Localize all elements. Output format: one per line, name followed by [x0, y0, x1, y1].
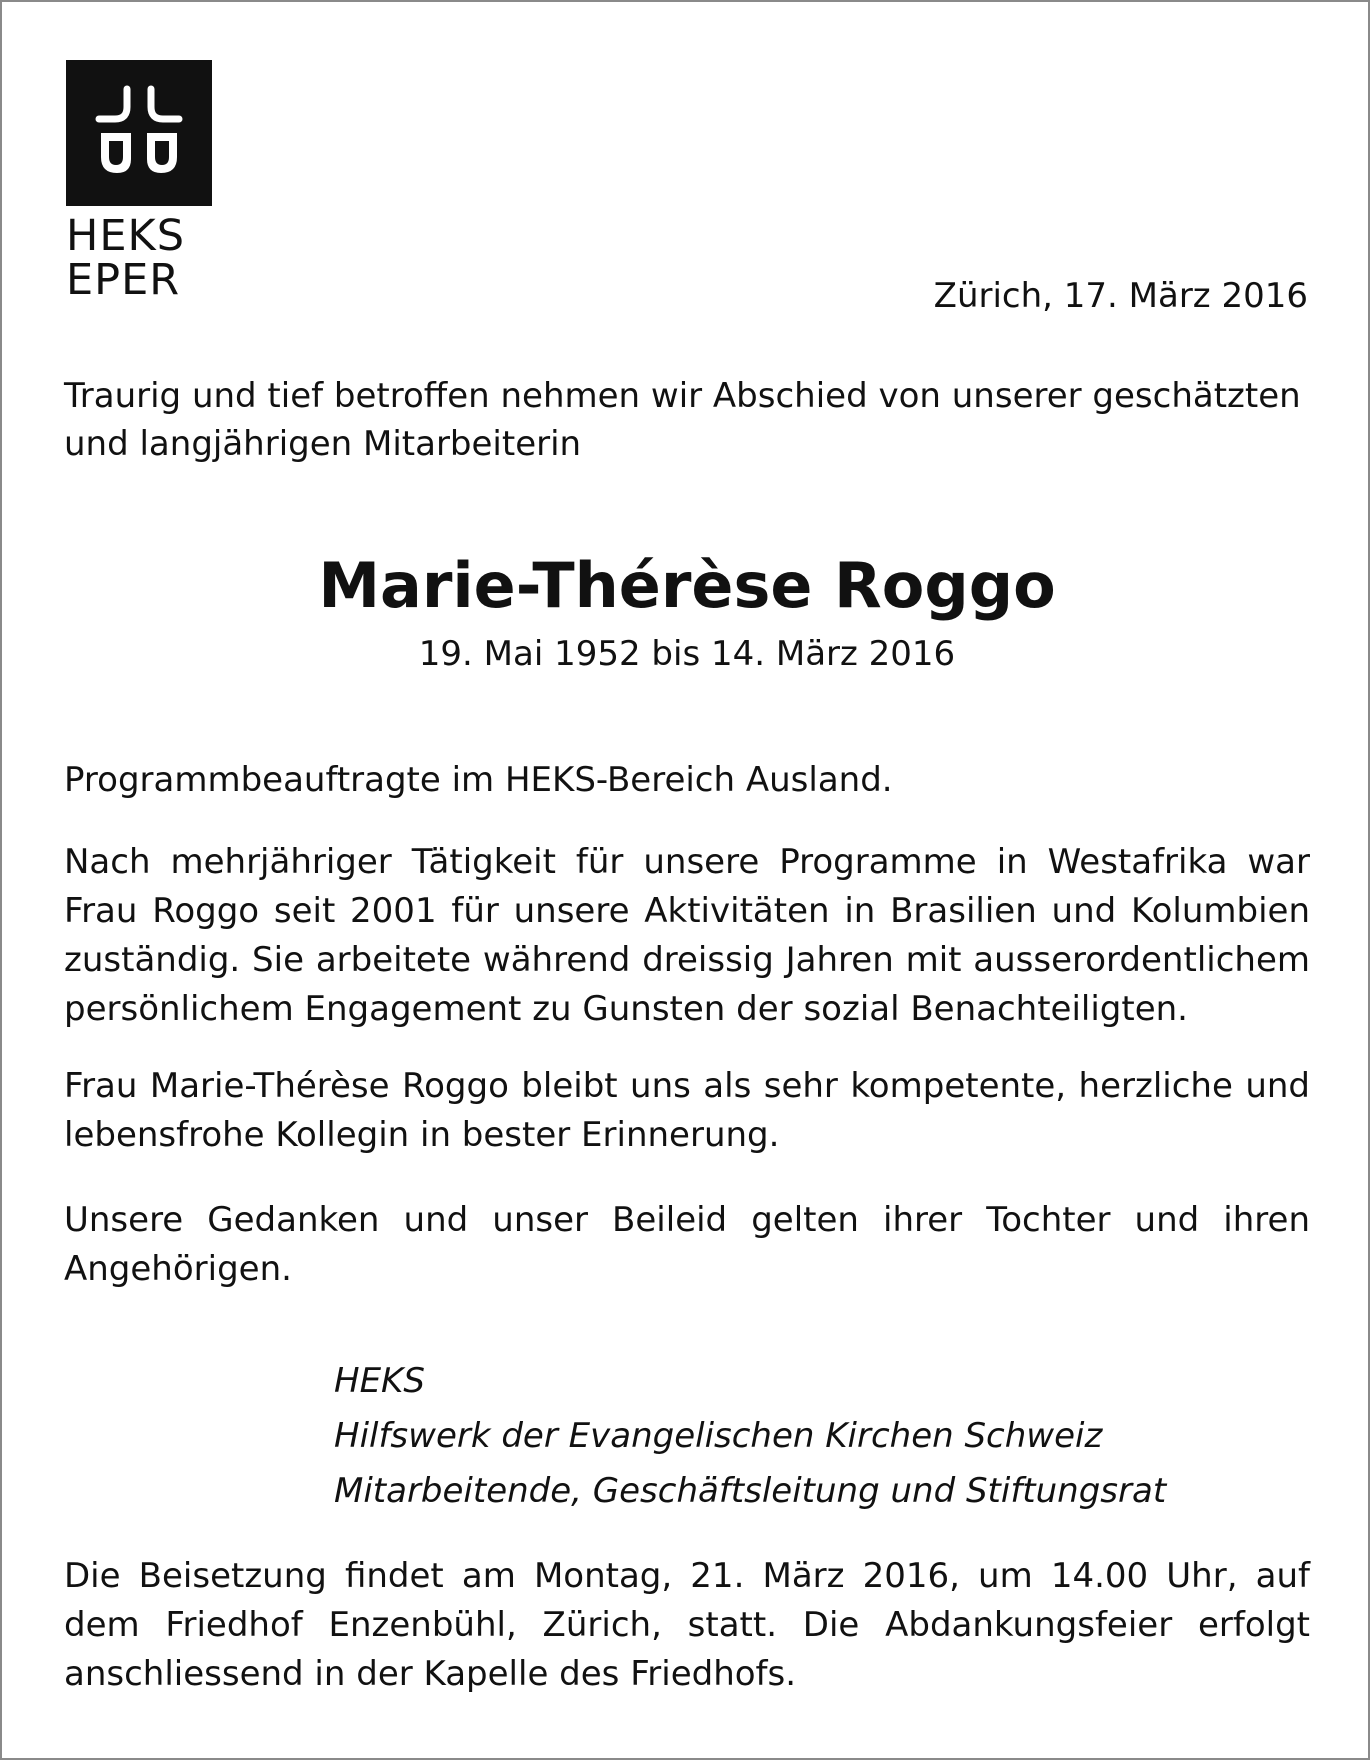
- burial-paragraph: Die Beisetzung findet am Montag, 21. März 2016, um 14.00 Uhr, auf dem Friedhof Enzenbühl, Zürich, statt. Die Abdankungsfeier erfolgt anschliessend in der Kapelle des Friedhofs.: [64, 1556, 1310, 1694]
- deceased-name: Marie-Thérèse Roggo: [318, 549, 1056, 622]
- signature-line: Hilfswerk der Evangelischen Kirchen Schweiz: [334, 1416, 1103, 1456]
- life-dates: 19. Mai 1952 bis 14. März 2016: [418, 634, 956, 674]
- signature-block: [334, 1354, 1166, 1519]
- logo-line-heks: HEKS: [66, 211, 185, 261]
- memory-paragraph: Frau Marie-Thérèse Roggo bleibt uns als sehr kompetente, herzliche und lebensfrohe Kollegin in bester Erinnerung.: [64, 1066, 1310, 1155]
- condolence-paragraph: Unsere Gedanken und unser Beileid gelten ihrer Tochter und ihren Angehörigen.: [64, 1200, 1310, 1289]
- career-paragraph: Nach mehrjähriger Tätigkeit für unsere Programme in Westafrika war Frau Roggo seit 2001 für unsere Aktivitäten in Brasilien und Kolumbien zuständig. Sie arbeitete während dreissig Jahren mit ausserordentlichem persönlichem Engagement zu Gunsten der sozial Benachteiligten.: [64, 842, 1310, 1029]
- heks-cross-symbol-icon: [89, 83, 189, 183]
- heks-eper-logo: [66, 60, 212, 305]
- signature-line: HEKS: [334, 1361, 425, 1401]
- role-paragraph: Programmbeauftragte im HEKS-Bereich Ausland.: [64, 760, 893, 800]
- signature-line: Mitarbeitende, Geschäftsleitung und Stiftungsrat: [334, 1471, 1167, 1511]
- logo-wordmark: [66, 211, 212, 305]
- place-date: Zürich, 17. März 2016: [933, 276, 1308, 316]
- heks-cross-icon: [66, 60, 212, 206]
- logo-line-eper: EPER: [66, 255, 181, 305]
- intro-text: Traurig und tief betroffen nehmen wir Abschied von unserer geschätzten und langjährigen Mitarbeiterin: [64, 376, 1301, 464]
